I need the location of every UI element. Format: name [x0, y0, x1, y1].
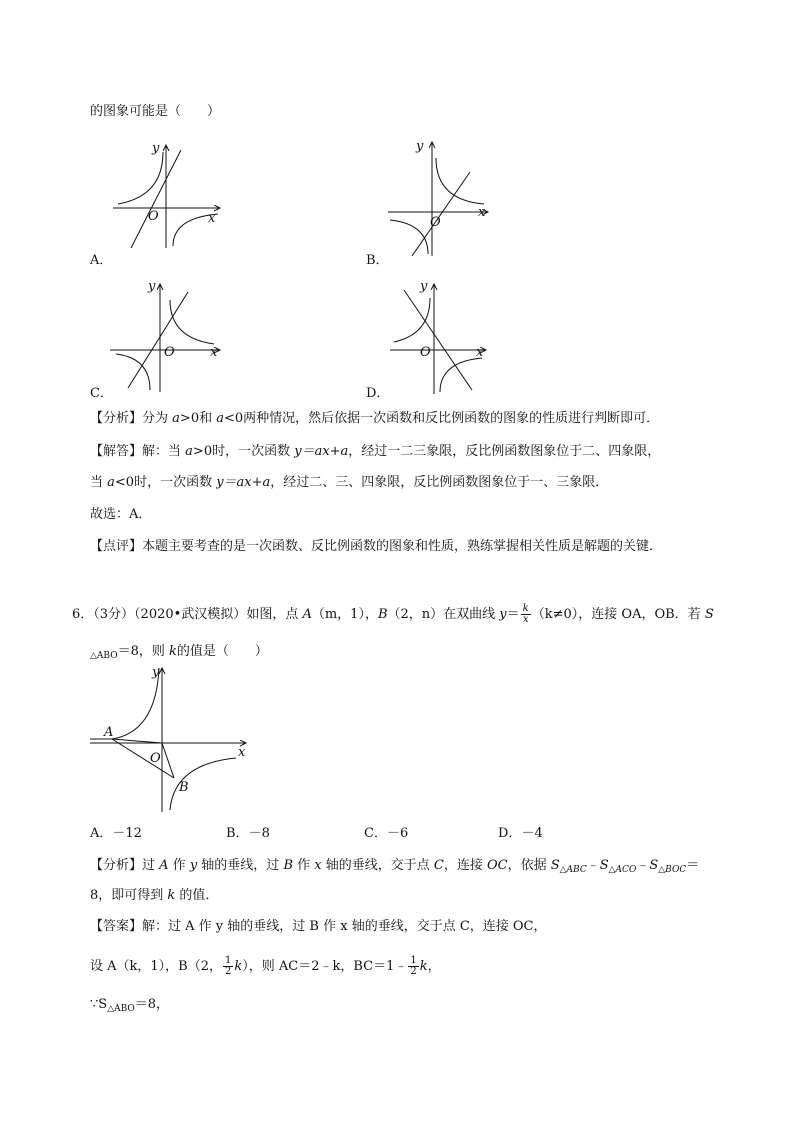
option-a-label: A． — [90, 253, 113, 268]
x-axis-label: x — [238, 745, 246, 760]
option-d-label: D． — [366, 386, 390, 401]
answer-line-2: 当 a<0时，一次函数 y＝ax+a，经过二、三、四象限，反比例函数图象位于一、三象限． — [90, 475, 609, 490]
y-axis-label: y — [152, 141, 160, 156]
fraction-k-over-x: $\frac{k}{x}$ — [522, 603, 529, 625]
answer-line-3: 故选：A． — [90, 507, 152, 522]
option-d-figure — [390, 279, 500, 397]
option-b-figure — [388, 138, 498, 258]
svg-text:x: x — [476, 345, 484, 360]
choice-c: C．－6 — [364, 826, 409, 841]
question-stem-tail: 的图象可能是（ ） — [90, 104, 221, 119]
q6-analysis-line-1: 【分析】过 A 作 y 轴的垂线，过 B 作 x 轴的垂线，交于点 C，连接 OC，依据 $S_{\triangle ABC}﹣S_{\triangle ACO}﹣S_{\triangle BOC}=$ — [90, 858, 700, 875]
svg-text:y: y — [416, 139, 424, 154]
question-6-figure — [88, 662, 258, 817]
segment-ab — [112, 739, 174, 778]
origin-label: O — [150, 751, 161, 766]
svg-text:y: y — [420, 279, 428, 294]
comment-line: 【点评】本题主要考查的是一次函数、反比例函数的图象和性质，熟练掌握相关性质是解题的关键． — [90, 539, 663, 554]
segment-ob — [162, 743, 174, 778]
choice-a: A．－12 — [90, 826, 142, 841]
segment-oa — [112, 739, 162, 743]
option-c-label: C． — [90, 386, 113, 401]
q6-analysis-line-2: 8，即可得到 k 的值． — [90, 888, 219, 903]
answer-line-1: 【解答】解：当 a>0时，一次函数 y＝ax+a，经过一二三象限，反比例函数图象位于二、四象限， — [90, 444, 661, 459]
q6-answer-line-1: 【答案】解：过 A 作 y 轴的垂线，过 B 作 x 轴的垂线，交于点 C，连接 OC， — [90, 919, 547, 934]
option-c-figure — [110, 279, 230, 392]
analysis-line: 【分析】分为 a>0和 a<0两种情况，然后依据一次函数和反比例函数的图象的性质进行判断即可． — [90, 411, 660, 426]
svg-text:O: O — [420, 345, 431, 360]
q6-answer-line-2: 设 A（k，1），B（2， $\frac{1}{2}$ k），则 AC＝2﹣k，BC＝1﹣ $\frac{1}{2}$ k， — [90, 955, 441, 977]
point-b-label: B — [179, 780, 189, 795]
choice-b: B．－8 — [226, 826, 270, 841]
option-a-figure — [108, 140, 228, 250]
point-a-label: A — [104, 725, 114, 740]
q6-answer-line-3: $\because S_{\triangle ABO}=8$， — [90, 997, 170, 1014]
svg-text:y: y — [148, 279, 156, 294]
svg-text:x: x — [210, 345, 218, 360]
svg-text:O: O — [164, 345, 175, 360]
question-6-stem-line-2: $_{\triangle ABO}$＝8，则 k的值是（ ） — [90, 644, 268, 661]
x-axis-label: x — [208, 211, 216, 226]
hyperbola-branch-upper — [118, 152, 163, 204]
choice-d: D．－4 — [498, 826, 543, 841]
svg-text:x: x — [478, 205, 486, 220]
svg-text:O: O — [430, 215, 441, 230]
fraction-one-half-2: $\frac{1}{2}$ — [410, 955, 417, 977]
option-b-label: B． — [366, 253, 389, 268]
origin-label: O — [148, 209, 159, 224]
y-axis-label: y — [152, 665, 160, 680]
linear-function-line — [131, 150, 181, 248]
fraction-one-half: $\frac{1}{2}$ — [225, 955, 232, 977]
question-6-stem-line-1: 6．（3分）（2020•武汉模拟）如图，点 A（m，1），B（2，n）在双曲线 y＝ $\frac{k}{x}$ （k≠0），连接 OA，OB．若 S — [72, 603, 714, 625]
